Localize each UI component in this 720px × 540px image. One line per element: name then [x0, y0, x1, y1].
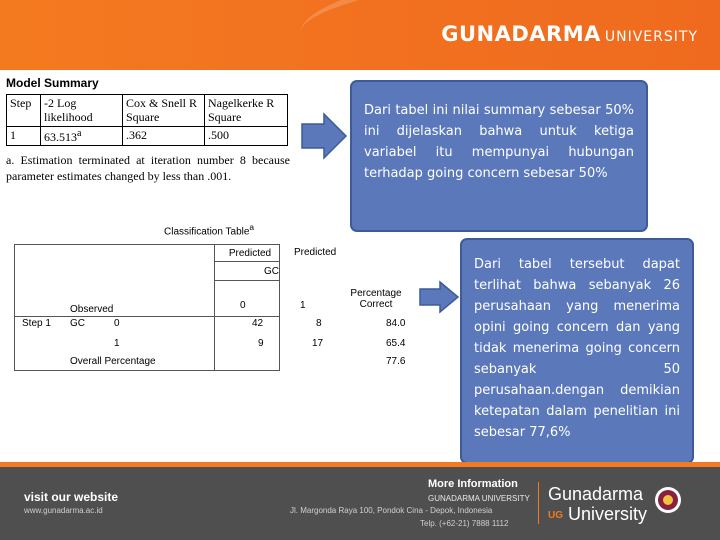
header-cell: -2 Log likelihood [41, 95, 123, 127]
cell-nagelkerke: .500 [205, 126, 288, 145]
row1-label: 1 [114, 338, 120, 349]
predicted-header: Predicted [228, 248, 272, 259]
footer-logo-line2: University [568, 504, 648, 524]
table-header-row [7, 95, 288, 127]
pct-header-line1: Percentage [350, 288, 402, 299]
footer-address: Jl. Margonda Raya 100, Pondok Cina - Depok, Indonesia [290, 506, 493, 515]
overall-label: Overall Percentage [70, 356, 156, 367]
observed-label: Observed [70, 304, 114, 315]
university-seal-icon [653, 484, 683, 518]
row0-label: 0 [114, 318, 120, 329]
cell-cox: .362 [123, 126, 205, 145]
footer-accent-band [0, 462, 720, 467]
brand-suffix: UNIVERSITY [604, 29, 698, 45]
predicted-label: Predicted [294, 247, 337, 258]
header-cell: Step [7, 95, 41, 127]
header-cell: Nagelkerke R Square [205, 95, 288, 127]
row1-pct: 65.4 [386, 338, 406, 349]
model-summary-note: a. Estimation terminated at iteration number 8 because parameter estimates changed by less than .001. [6, 153, 290, 184]
row0-pct: 84.0 [386, 318, 406, 329]
col1-header: 1 [300, 300, 306, 311]
arrow-right-icon [418, 280, 462, 314]
row1-c1: 17 [312, 338, 324, 349]
explanation-box-summary: Dari tabel ini nilai summary sebesar 50% ini dijelaskan bahwa untuk ketiga variabel itu mempunyai hubungan terhadap going concern sebesar 50% [350, 80, 648, 232]
table-row [7, 126, 288, 145]
ll-superscript: a [77, 127, 82, 139]
explanation-box-classification: Dari tabel tersebut dapat terlihat bahwa sebanyak 26 perusahaan yang menerima opini going concern dan yang tidak menerima going concern sebanyak 50 perusahaan.dengan demikian ketepatan dalam penelitian ini sebesar 77,6% [460, 238, 694, 464]
header-banner [0, 0, 720, 70]
footer-university-name: GUNADARMA UNIVERSITY [428, 494, 530, 503]
visit-website-label: visit our website [24, 490, 119, 504]
pct-header-line2: Correct [359, 299, 393, 310]
ll-value: 63.513 [44, 129, 77, 144]
footer-logo-line1: Gunadarma [548, 484, 644, 504]
classification-body [14, 244, 406, 374]
row0-c0: 42 [252, 318, 264, 329]
footer-phone: Telp. (+62-21) 7888 1112 [420, 519, 509, 528]
classification-title-sup: a [249, 222, 255, 232]
footer-logo-mark: UG [548, 510, 563, 521]
gc-header: GC [264, 266, 279, 277]
model-summary-table [6, 76, 290, 226]
cell-ll [41, 126, 123, 145]
classification-title [164, 222, 254, 237]
row-gc-label: GC [70, 318, 85, 329]
website-url-link[interactable]: www.gunadarma.ac.id [24, 506, 103, 515]
overall-pct: 77.6 [386, 356, 406, 367]
footer-banner [0, 462, 720, 540]
university-brand [441, 22, 698, 46]
classification-title-text: Classification Table [164, 226, 250, 238]
cell-step: 1 [7, 126, 41, 145]
col0-header: 0 [240, 300, 246, 311]
arrow-right-icon [300, 112, 350, 160]
header-cell: Cox & Snell R Square [123, 95, 205, 127]
row0-c1: 8 [316, 318, 322, 329]
brand-name: GUNADARMA [441, 22, 601, 46]
model-summary-grid [6, 94, 288, 146]
model-summary-title: Model Summary [6, 76, 99, 90]
footer-divider [538, 482, 539, 524]
more-information-label: More Information [428, 478, 518, 490]
row1-c0: 9 [258, 338, 264, 349]
step-label: Step 1 [22, 318, 51, 329]
